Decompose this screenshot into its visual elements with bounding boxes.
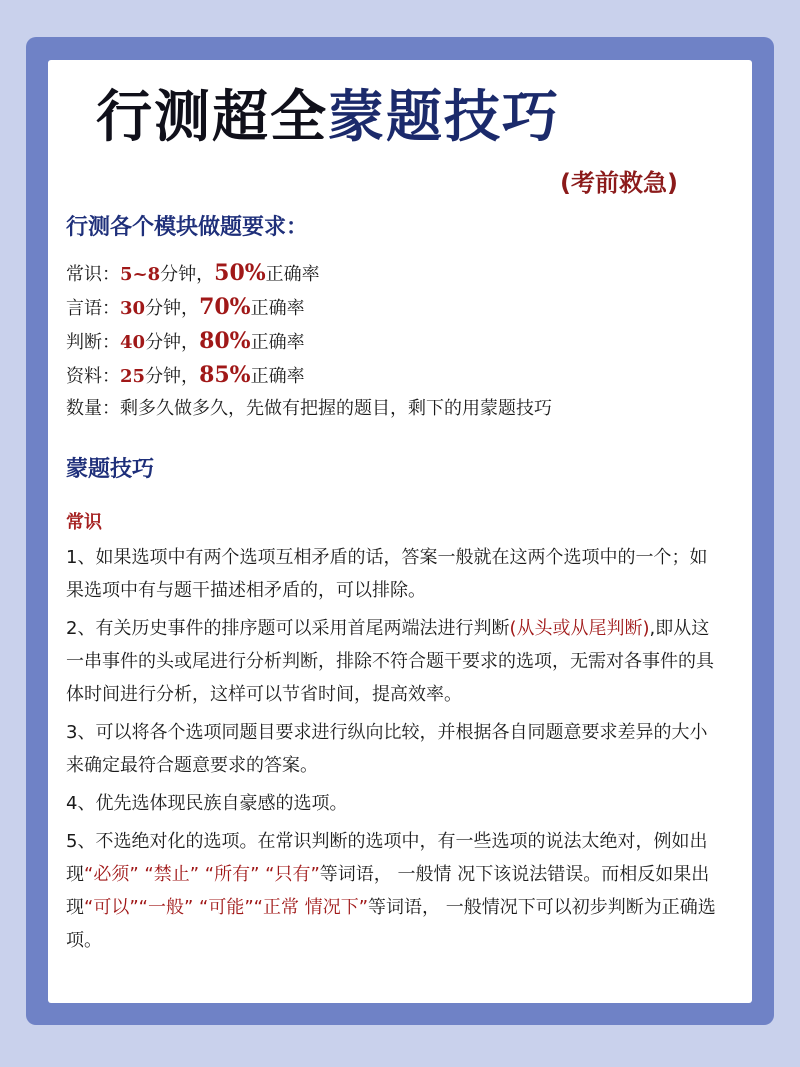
accuracy-value: 85%	[199, 362, 251, 388]
requirements-list	[66, 256, 552, 426]
tip-item: 3、可以将各个选项同题目要求进行纵向比较，并根据各自同题意要求差异的大小来确定最符合题意要求的答案。	[66, 722, 708, 776]
time-value: 40	[120, 332, 146, 353]
time-value: 5~8	[120, 264, 161, 285]
tip-item: 4、优先选体现民族自豪感的选项。	[66, 793, 348, 814]
requirement-row-quant: 数量：剩多久做多久，先做有把握的题目，剩下的用蒙题技巧	[66, 398, 552, 419]
page-subtitle: (考前救急)	[560, 169, 678, 197]
tip-item: 1、如果选项中有两个选项互相矛盾的话，答案一般就在这两个选项中的一个；如果选项中有与题干描述相矛盾的，可以排除。	[66, 547, 708, 601]
time-value: 30	[120, 298, 146, 319]
requirement-row: 判断：40分钟，80%正确率	[66, 328, 305, 354]
time-value: 25	[120, 366, 146, 387]
requirement-row: 资料：25分钟，85%正确率	[66, 362, 305, 388]
highlight-text: “可以”“一般” “可能”“正常 情况下”	[84, 897, 369, 918]
requirement-row: 言语：30分钟，70%正确率	[66, 294, 305, 320]
section-heading-requirements: 行测各个模块做题要求：	[66, 215, 309, 240]
title-part1: 行测超全	[96, 85, 328, 150]
highlight-text: “必须” “禁止” “所有” “只有”	[84, 864, 320, 885]
tips-list	[66, 541, 722, 962]
page-title	[96, 85, 560, 150]
highlight-text: (从头或从尾判断)	[509, 618, 650, 639]
tip-item: 5、不选绝对化的选项。在常识判断的选项中，有一些选项的说法太绝对，例如出现“必须” “禁止” “所有” “只有”等词语， 一般情 况下该说法错误。而相反如果出现“可以”“一般” “可能”“正常 情况下”等词语， 一般情况下可以初步判断为正确选项。	[66, 831, 716, 951]
tip-item: 2、有关历史事件的排序题可以采用首尾两端法进行判断(从头或从尾判断),即从这一串事件的头或尾进行分析判断，排除不符合题干要求的选项，无需对各事件的具体时间进行分析，这样可以节省时间，提高效率。	[66, 618, 714, 705]
category-label: 常识	[66, 512, 102, 533]
accuracy-value: 50%	[214, 260, 266, 286]
requirement-row: 常识：5~8分钟，50%正确率	[66, 260, 320, 286]
accuracy-value: 70%	[199, 294, 251, 320]
accuracy-value: 80%	[199, 328, 251, 354]
title-part2: 蒙题技巧	[328, 85, 560, 150]
section-heading-tips: 蒙题技巧	[66, 457, 155, 482]
